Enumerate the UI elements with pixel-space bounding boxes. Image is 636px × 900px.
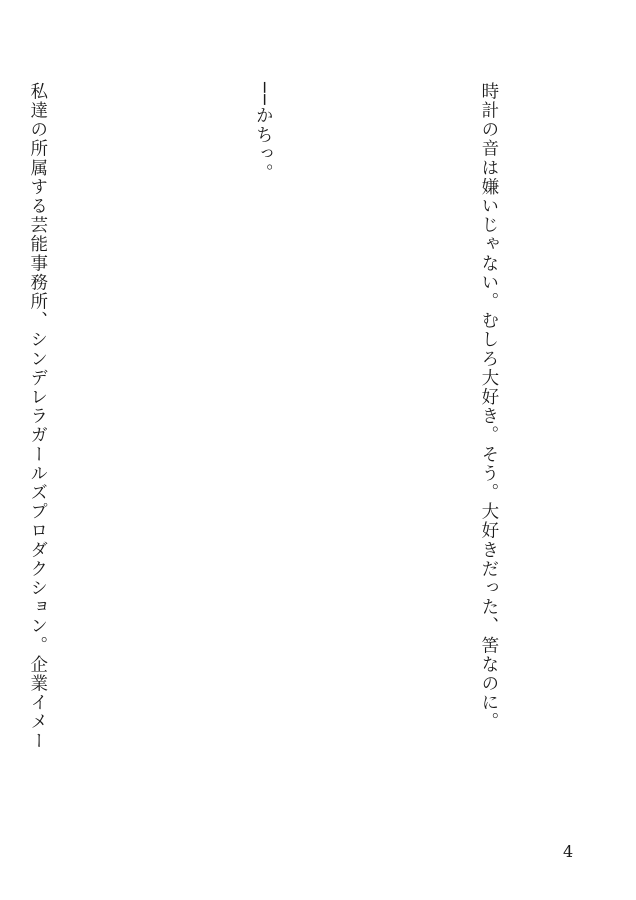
blank-line — [356, 82, 394, 812]
text-line: 私達の所属する芸能事務所、シンデレラガールズプロダクション。企業イメー — [27, 82, 48, 751]
body-text — [0, 82, 582, 812]
text-line: 時計の音は嫌いじゃない。むしろ大好き。そう。大好きだった、筈なのに。 — [478, 82, 499, 732]
blank-line — [131, 82, 169, 812]
page-number: 4 — [563, 842, 574, 861]
text-line: ──かちっ。 — [253, 82, 274, 183]
